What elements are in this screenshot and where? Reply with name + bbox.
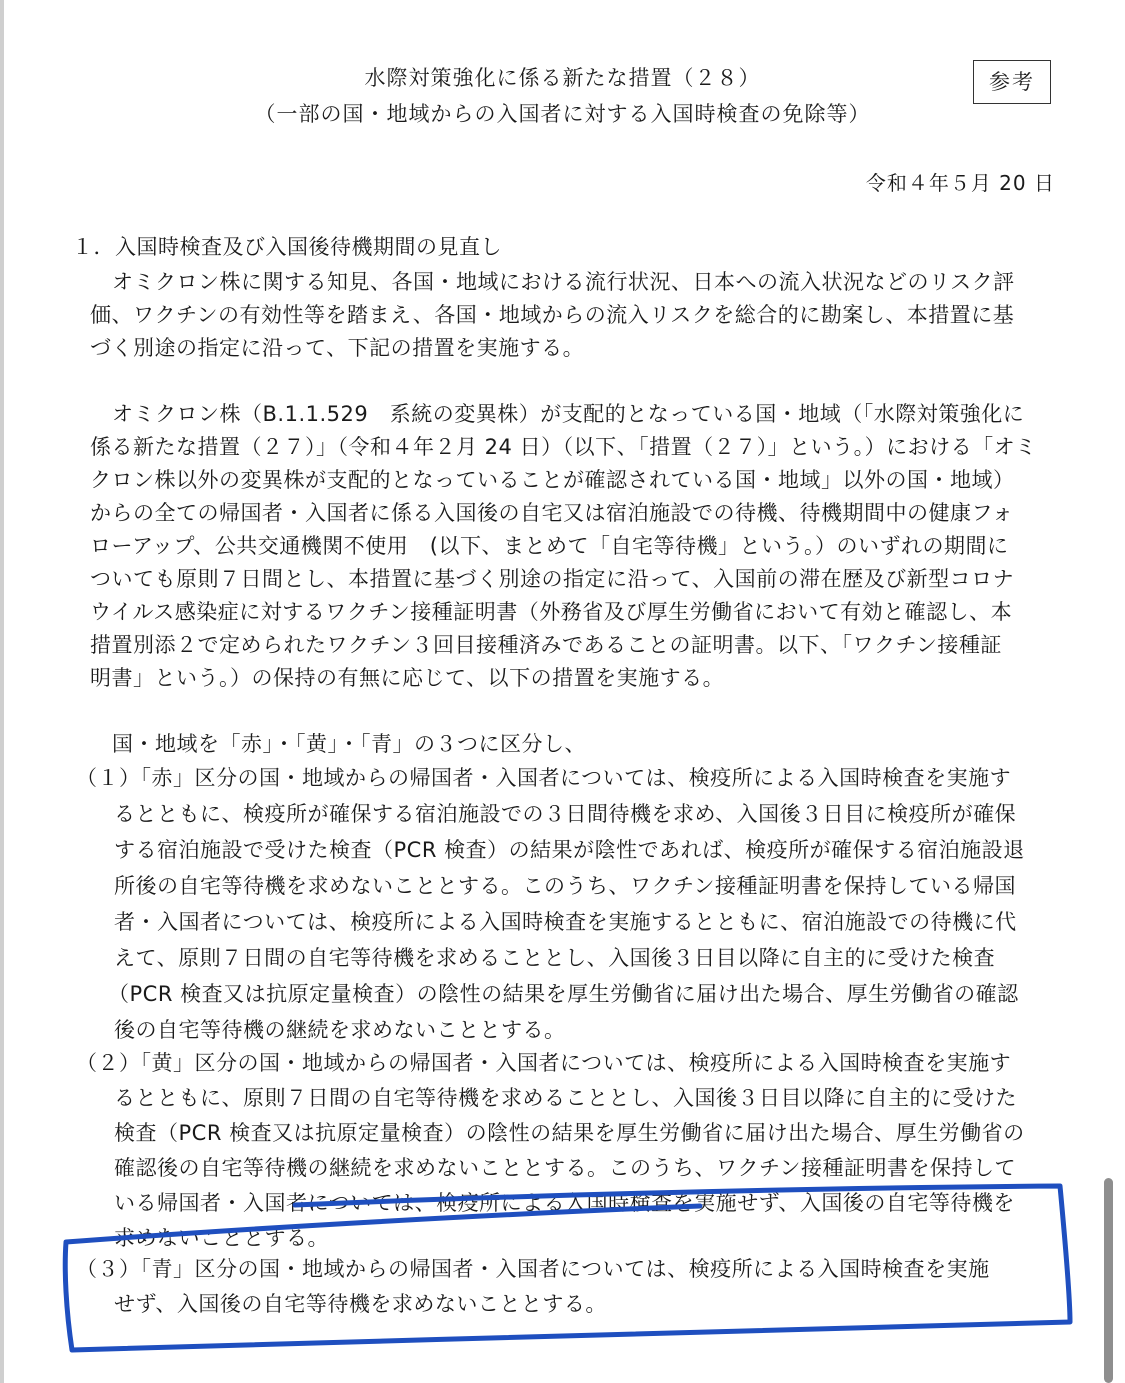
item2-line: 求めないこととする。: [114, 1226, 329, 1250]
item1-line: （PCR 検査又は抗原定量検査）の陰性の結果を厚生労働省に届け出た場合、厚生労働省の確認: [108, 982, 1019, 1006]
item1-line: 所後の自宅等待機を求めないこととする。このうち、ワクチン接種証明書を保持している帰国: [114, 874, 1016, 898]
document-title: 水際対策強化に係る新たな措置（２８）: [364, 66, 761, 90]
para2-line: ついても原則７日間とし、本措置に基づく別途の指定に沿って、入国前の滞在歴及び新型コロナ: [90, 567, 1015, 591]
item2-line: いる帰国者・入国者については、検疫所による入国時検査を実施せず、入国後の自宅等待機を: [114, 1191, 1015, 1215]
scrollbar-thumb[interactable]: [1104, 1178, 1113, 1383]
item2-line: るとともに、原則７日間の自宅等待機を求めることとし、入国後３日目以降に自主的に受けた: [114, 1086, 1017, 1110]
page-edge: [0, 0, 4, 1383]
para2-line: 係る新たな措置（２７）」（令和４年２月 24 日）（以下、「措置（２７）」という。）における「オミ: [90, 435, 1037, 459]
item3-line: （３）「青」区分の国・地域からの帰国者・入国者については、検疫所による入国時検査を実施: [76, 1257, 990, 1281]
item1-line: えて、原則７日間の自宅等待機を求めることとし、入国後３日目以降に自主的に受けた検査: [114, 946, 996, 970]
para2-line: 措置別添２で定められたワクチン３回目接種済みであることの証明書。以下、「ワクチン接種証: [90, 633, 1002, 657]
para2-line: ローアップ、公共交通機関不使用 (以下、まとめて「自宅等待機」という。）のいずれの期間に: [90, 534, 1009, 558]
para1-line: 価、ワクチンの有効性等を踏まえ、各国・地域からの流入リスクを総合的に勘案し、本措置に基: [90, 303, 1015, 327]
item3-line: せず、入国後の自宅等待機を求めないこととする。: [114, 1292, 607, 1316]
item1-line: する宿泊施設で受けた検査（PCR 検査）の結果が陰性であれば、検疫所が確保する宿泊施設退: [114, 838, 1025, 862]
item2-line: 検査（PCR 検査又は抗原定量検査）の陰性の結果を厚生労働省に届け出た場合、厚生労働省の: [114, 1121, 1025, 1145]
reference-label: 参考: [973, 60, 1051, 104]
section-heading: １．入国時検査及び入国後待機期間の見直し: [72, 235, 502, 259]
item1-line: るとともに、検疫所が確保する宿泊施設での３日間待機を求め、入国後３日目に検疫所が確保: [114, 802, 1017, 826]
document-subtitle: （一部の国・地域からの入国者に対する入国時検査の免除等）: [254, 102, 871, 126]
document-date: 令和４年５月 20 日: [865, 171, 1055, 195]
para2-line: 明書」という。）の保持の有無に応じて、以下の措置を実施する。: [90, 666, 725, 690]
para2-line: クロン株以外の変異株が支配的となっていることが確認されている国・地域」以外の国・地域）: [90, 468, 1015, 492]
para1-line: オミクロン株に関する知見、各国・地域における流行状況、日本への流入状況などのリスク評: [112, 270, 1015, 294]
para1-line: づく別途の指定に沿って、下記の措置を実施する。: [90, 336, 585, 360]
para2-line: からの全ての帰国者・入国者に係る入国後の自宅又は宿泊施設での待機、待機期間中の健康フォ: [90, 501, 1014, 525]
item1-line: （１）「赤」区分の国・地域からの帰国者・入国者については、検疫所による入国時検査を実施す: [76, 766, 1012, 790]
item1-line: 後の自宅等待機の継続を求めないこととする。: [114, 1018, 566, 1042]
para2-line: オミクロン株（B.1.1.529 系統の変異株）が支配的となっている国・地域（「水際対策強化に: [112, 402, 1025, 426]
para2-line: ウイルス感染症に対するワクチン接種証明書（外務省及び厚生労働省において有効と確認し、本: [90, 600, 1013, 624]
item1-line: 者・入国者については、検疫所による入国時検査を実施するとともに、宿泊施設での待機に代: [114, 910, 1017, 934]
item2-line: 確認後の自宅等待機の継続を求めないこととする。このうち、ワクチン接種証明書を保持して: [114, 1156, 1016, 1180]
item2-line: （２）「黄」区分の国・地域からの帰国者・入国者については、検疫所による入国時検査を実施す: [76, 1051, 1012, 1075]
para3-intro: 国・地域を「赤」・「黄」・「青」の３つに区分し、: [112, 732, 586, 756]
